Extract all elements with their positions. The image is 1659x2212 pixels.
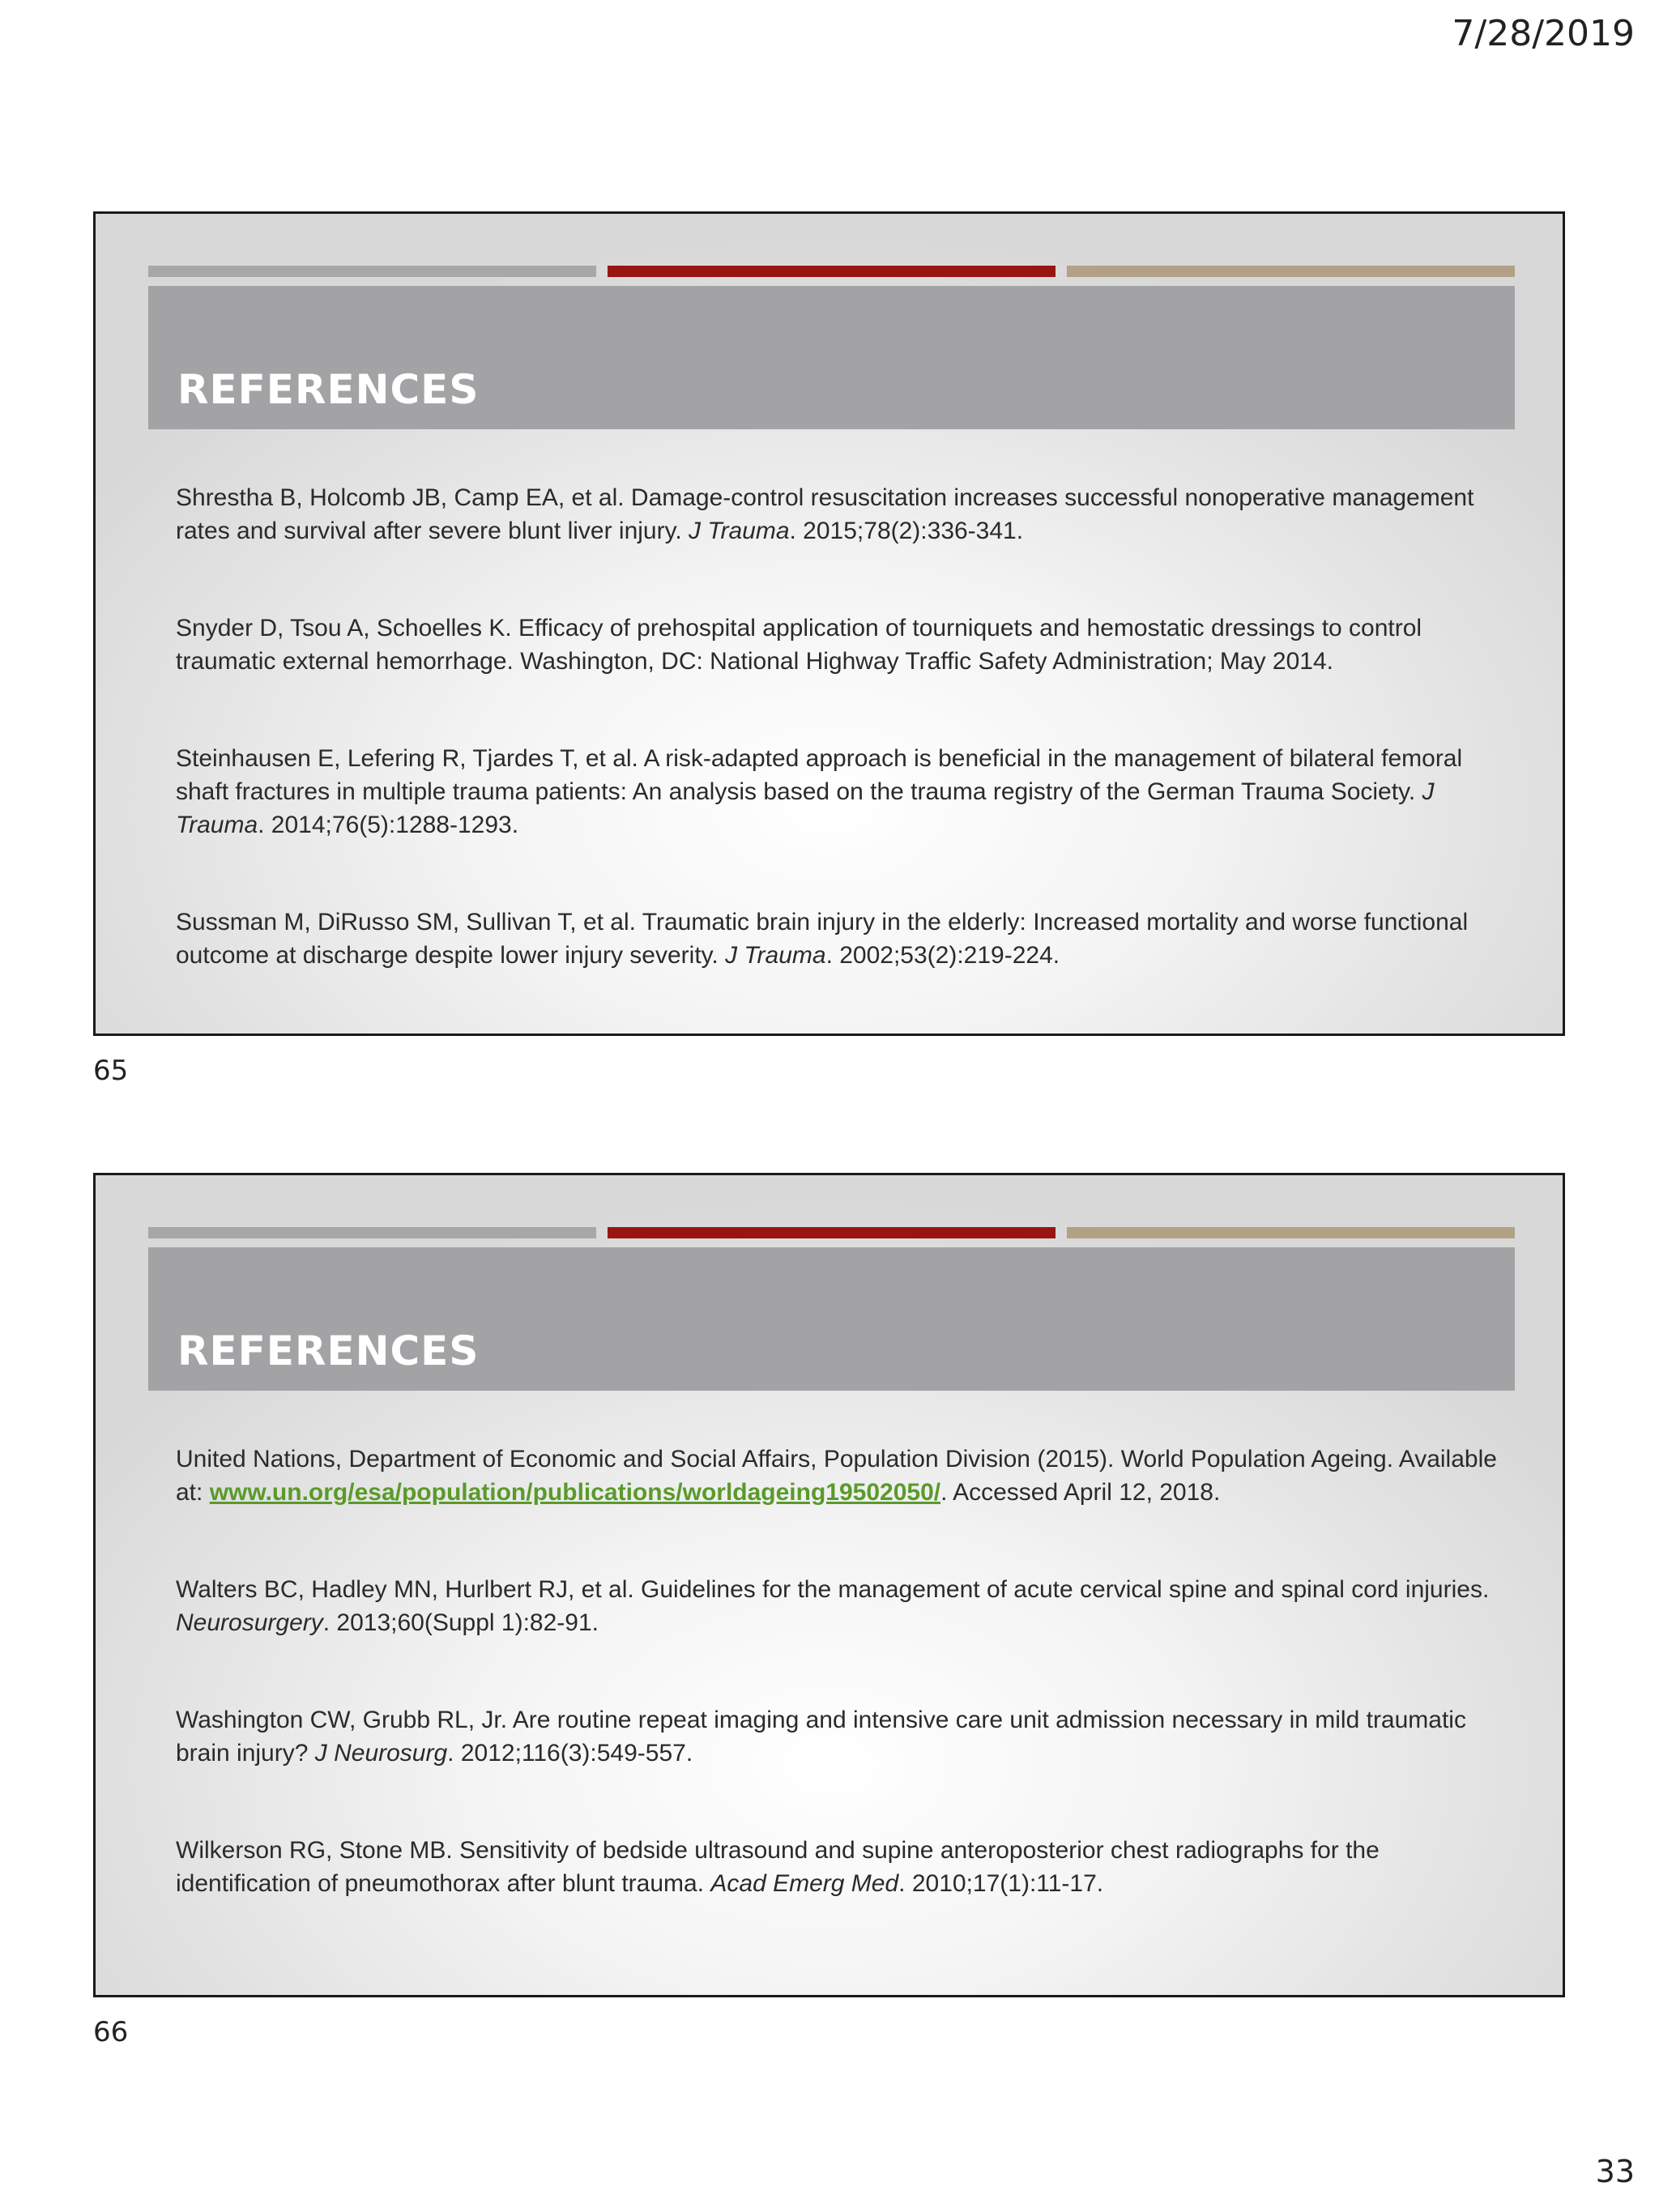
reference-item: Walters BC, Hadley MN, Hurlbert RJ, et al. Guidelines for the management of acute cervical spine and spinal cord injuries. Neurosurgery. 2013;60(Suppl 1):82-91. [176,1576,1490,1636]
page-date: 7/28/2019 [1452,13,1635,54]
reference-item: Washington CW, Grubb RL, Jr. Are routine repeat imaging and intensive care unit admission necessary in mild traumatic brain injury? J Neurosurg. 2012;116(3):549-557. [176,1707,1466,1767]
page-number: 33 [1595,2154,1635,2189]
accent-bar-gray [148,266,596,277]
slide-number: 66 [93,2016,129,2048]
reference-link[interactable]: www.un.org/esa/population/publications/worldageing19502050/ [209,1479,941,1506]
slide-title-bar [148,286,1515,429]
reference-item: Sussman M, DiRusso SM, Sullivan T, et al. Traumatic brain injury in the elderly: Increased mortality and worse functional outcome at discharge despite lower injury severity. J Trauma. 2002;53(2):219-224. [176,909,1469,969]
reference-item: United Nations, Department of Economic and Social Affairs, Population Division (2015). World Population Ageing. Available at: www.un.org/esa/population/publications/worldageing19502050/. Accessed April 12, 2018. [176,1446,1497,1506]
slide-number: 65 [93,1055,129,1087]
accent-bar-gray [148,1227,596,1238]
journal-name: Neurosurgery [176,1609,323,1636]
journal-name: Acad Emerg Med [710,1870,899,1897]
slide-title-bar [148,1247,1515,1391]
journal-name: J Trauma [176,778,1435,838]
accent-bar-tan [1067,1227,1515,1238]
slide-title: REFERENCES [177,366,480,413]
reference-list [176,481,1504,1036]
reference-item: Steinhausen E, Lefering R, Tjardes T, et al. A risk-adapted approach is beneficial in the management of bilateral femoral shaft fractures in multiple trauma patients: An analysis based on the trauma registry of the German Trauma Society. J Trauma. 2014;76(5):1288-1293. [176,745,1463,838]
slide-65 [93,211,1565,1036]
reference-list [176,1443,1504,1964]
reference-item: Shrestha B, Holcomb JB, Camp EA, et al. Damage-control resuscitation increases successful nonoperative management rates and survival after severe blunt liver injury. J Trauma. 2015;78(2):336-341. [176,484,1474,544]
accent-bar-tan [1067,266,1515,277]
slide-66 [93,1173,1565,1997]
reference-item: Snyder D, Tsou A, Schoelles K. Efficacy of prehospital application of tourniquets and hemostatic dressings to control traumatic external hemorrhage. Washington, DC: National Highway Traffic Safety Administration; May 2014. [176,615,1422,675]
slide-title: REFERENCES [177,1328,480,1375]
accent-bar-red [608,1227,1056,1238]
journal-name: J Trauma [725,942,826,969]
reference-item: Wilkerson RG, Stone MB. Sensitivity of bedside ultrasound and supine anteroposterior chest radiographs for the identification of pneumothorax after blunt trauma. Acad Emerg Med. 2010;17(1):11-17. [176,1837,1380,1897]
journal-name: J Neurosurg [314,1740,448,1767]
accent-bar-red [608,266,1056,277]
journal-name: J Trauma [689,518,790,544]
